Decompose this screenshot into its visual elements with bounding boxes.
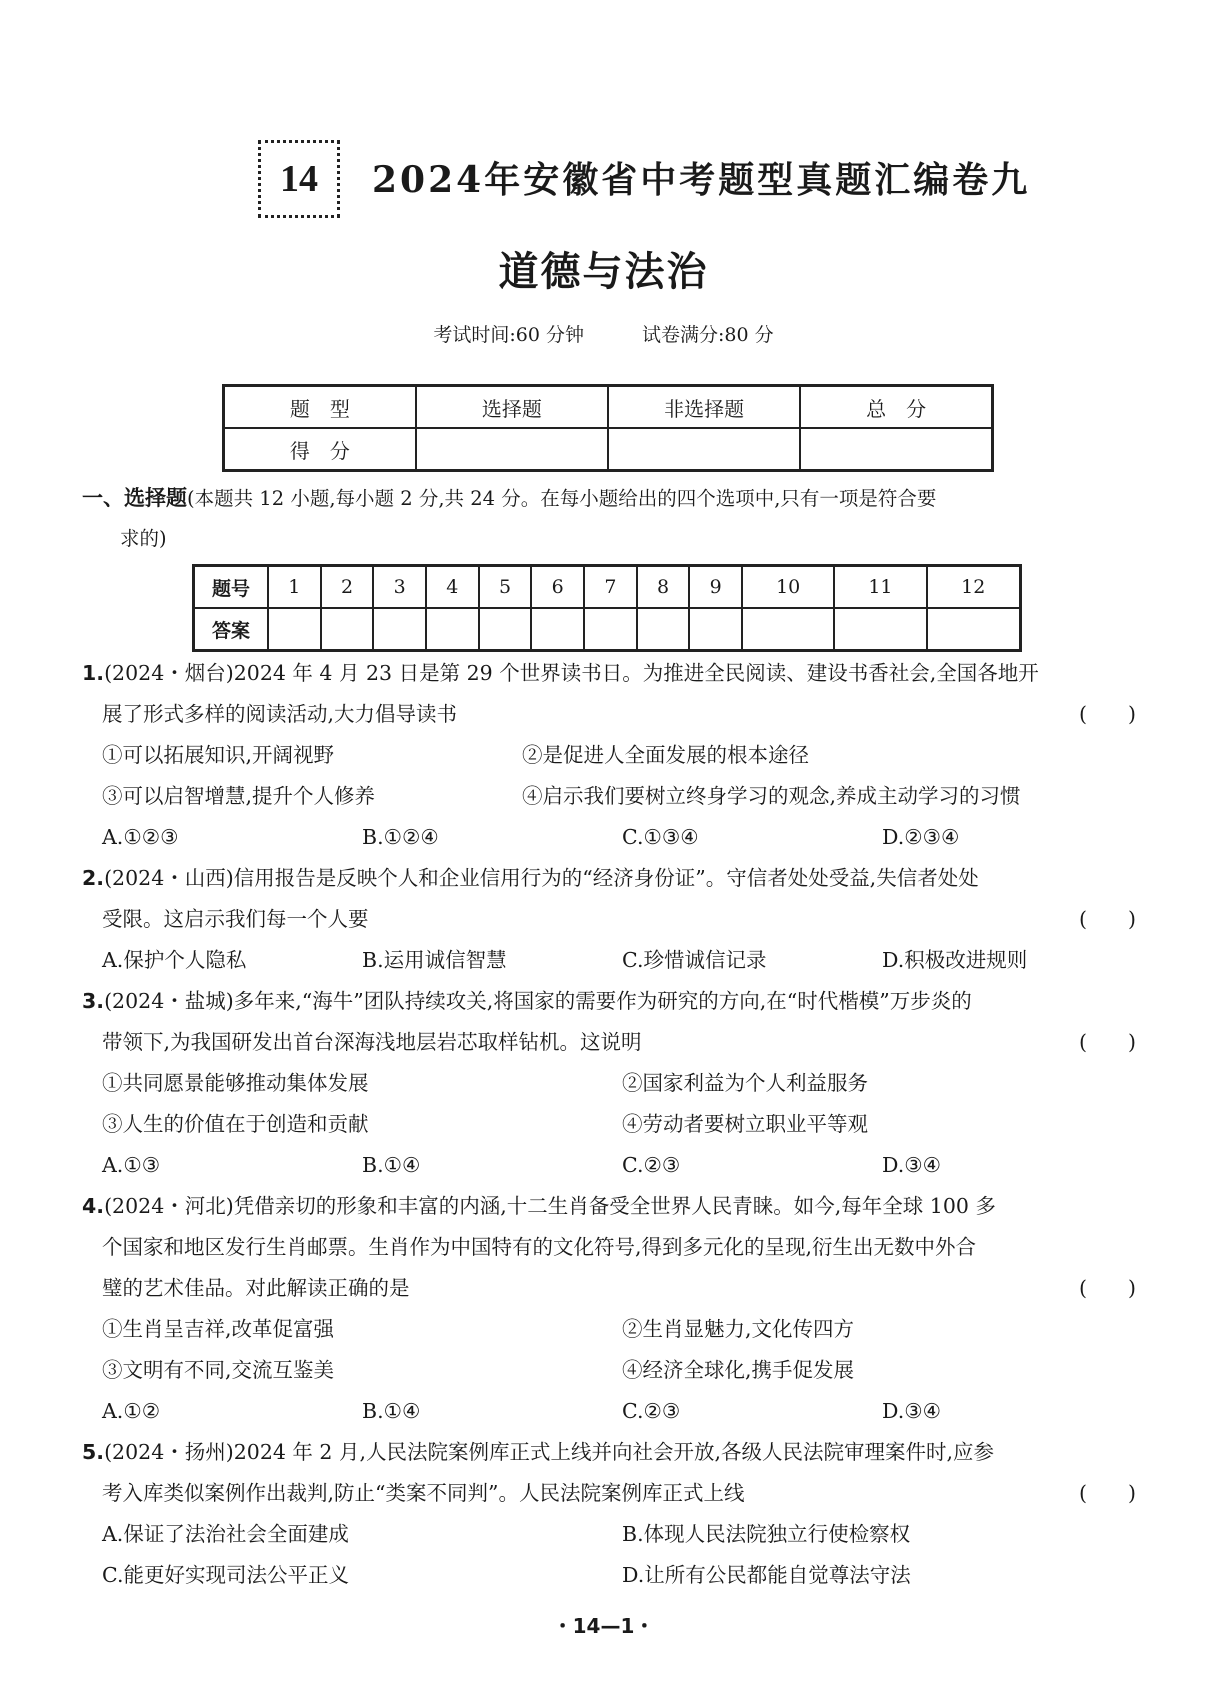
question-stem: 个国家和地区发行生肖邮票。生肖作为中国特有的文化符号,得到多元化的呈现,衍生出无数中外合 — [102, 1235, 977, 1259]
question-number-cell: 4 — [426, 566, 479, 609]
statement: ②生肖显魅力,文化传四方 — [622, 1317, 855, 1341]
option-a[interactable]: A.①③ — [102, 1153, 161, 1177]
statement: ③可以启智增慧,提升个人修养 — [102, 784, 376, 808]
answer-parenthesis[interactable]: ( ) — [1079, 907, 1136, 931]
question-2 — [82, 858, 1142, 981]
option-d[interactable]: D.积极改进规则 — [882, 948, 1028, 972]
answer-cell[interactable] — [637, 608, 690, 651]
score-table-header-row — [224, 386, 993, 429]
option-d[interactable]: D.让所有公民都能自觉尊法守法 — [622, 1563, 911, 1587]
option-a[interactable]: A.保护个人隐私 — [102, 948, 247, 972]
question-number-cell: 6 — [531, 566, 584, 609]
question-3 — [82, 981, 1142, 1186]
exam-time: 考试时间:60 分钟 — [433, 324, 584, 346]
score-cell[interactable] — [416, 428, 608, 471]
question-number-cell: 3 — [373, 566, 426, 609]
answer-label: 答案 — [194, 608, 269, 651]
question-number: 1. — [82, 661, 105, 685]
option-b[interactable]: B.①④ — [362, 1153, 421, 1177]
page-number: ・14—1・ — [552, 1614, 655, 1638]
section-instructions — [82, 478, 1142, 559]
option-c[interactable]: C.能更好实现司法公平正义 — [102, 1563, 349, 1587]
question-stem: 受限。这启示我们每一个人要 — [102, 907, 369, 931]
question-stem: (2024・盐城)多年来,“海牛”团队持续攻关,将国家的需要作为研究的方向,在“时代楷模”万步炎的 — [104, 989, 972, 1013]
score-table — [222, 384, 994, 472]
statement: ①生肖呈吉祥,改革促富强 — [102, 1317, 335, 1341]
question-stem: (2024・河北)凭借亲切的形象和丰富的内涵,十二生肖备受全世界人民青睐。如今,每年全球 100 多 — [104, 1194, 996, 1218]
question-stem: 璧的艺术佳品。对此解读正确的是 — [102, 1276, 410, 1300]
question-5 — [82, 1432, 1142, 1596]
statement: ①共同愿景能够推动集体发展 — [102, 1071, 369, 1095]
question-stem: 考入库类似案例作出裁判,防止“类案不同判”。人民法院案例库正式上线 — [102, 1481, 745, 1505]
option-a[interactable]: A.①② — [102, 1399, 161, 1423]
answer-cell[interactable] — [373, 608, 426, 651]
paper-title: 2024年安徽省中考题型真题汇编卷九 — [372, 159, 1031, 201]
question-number-cell: 9 — [689, 566, 742, 609]
option-d[interactable]: D.②③④ — [882, 825, 960, 849]
section-instruction-a: (本题共 12 小题,每小题 2 分,共 24 分。在每小题给出的四个选项中,只有一项是符合要 — [187, 487, 937, 510]
answer-cell[interactable] — [742, 608, 834, 651]
statement: ③人生的价值在于创造和贡献 — [102, 1112, 369, 1136]
score-header-cell: 总 分 — [800, 386, 992, 429]
answer-cell[interactable] — [927, 608, 1021, 651]
question-4 — [82, 1186, 1142, 1432]
score-header-cell: 非选择题 — [608, 386, 800, 429]
option-d[interactable]: D.③④ — [882, 1399, 941, 1423]
question-number: 4. — [82, 1194, 105, 1218]
section-heading: 一、选择题 — [82, 486, 187, 510]
option-c[interactable]: C.①③④ — [622, 825, 699, 849]
option-c[interactable]: C.②③ — [622, 1399, 681, 1423]
answer-parenthesis[interactable]: ( ) — [1079, 702, 1136, 726]
question-stem: 展了形式多样的阅读活动,大力倡导读书 — [102, 702, 458, 726]
question-number: 3. — [82, 989, 105, 1013]
answer-parenthesis[interactable]: ( ) — [1079, 1030, 1136, 1054]
question-stem: (2024・扬州)2024 年 2 月,人民法院案例库正式上线并向社会开放,各级人民法院审理案件时,应参 — [104, 1440, 995, 1464]
option-b[interactable]: B.运用诚信智慧 — [362, 948, 507, 972]
paper-header — [0, 134, 1207, 224]
answer-parenthesis[interactable]: ( ) — [1079, 1481, 1136, 1505]
answer-cell[interactable] — [689, 608, 742, 651]
answer-cell[interactable] — [426, 608, 479, 651]
statement: ④经济全球化,携手促发展 — [622, 1358, 855, 1382]
question-stem: (2024・烟台)2024 年 4 月 23 日是第 29 个世界读书日。为推进全民阅读、建设书香社会,全国各地开 — [104, 661, 1039, 685]
answer-cell[interactable] — [584, 608, 637, 651]
paper-number-box: 14 — [258, 140, 340, 218]
question-number-cell: 1 — [268, 566, 321, 609]
score-cell[interactable] — [608, 428, 800, 471]
statement: ④启示我们要树立终身学习的观念,养成主动学习的习惯 — [522, 784, 1021, 808]
answer-cell[interactable] — [531, 608, 584, 651]
option-c[interactable]: C.②③ — [622, 1153, 681, 1177]
score-table-value-row — [224, 428, 993, 471]
exam-meta — [0, 320, 1207, 347]
section-instruction-b: 求的) — [120, 527, 167, 550]
answer-cell[interactable] — [268, 608, 321, 651]
answer-value-row — [194, 608, 1021, 651]
option-a[interactable]: A.①②③ — [102, 825, 179, 849]
statement: ②国家利益为个人利益服务 — [622, 1071, 868, 1095]
option-c[interactable]: C.珍惜诚信记录 — [622, 948, 767, 972]
question-number: 5. — [82, 1440, 105, 1464]
question-number-cell: 11 — [834, 566, 926, 609]
answer-cell[interactable] — [321, 608, 374, 651]
statement: ①可以拓展知识,开阔视野 — [102, 743, 335, 767]
answer-number-label: 题号 — [194, 566, 269, 609]
answer-number-row — [194, 566, 1021, 609]
option-b[interactable]: B.①④ — [362, 1399, 421, 1423]
question-number: 2. — [82, 866, 105, 890]
subject-title: 道德与法治 — [498, 248, 709, 295]
question-stem: (2024・山西)信用报告是反映个人和企业信用行为的“经济身份证”。守信者处处受益,失信者处处 — [104, 866, 979, 890]
full-score: 试卷满分:80 分 — [642, 324, 774, 346]
question-number-cell: 2 — [321, 566, 374, 609]
question-1 — [82, 653, 1142, 858]
option-b[interactable]: B.①②④ — [362, 825, 439, 849]
answer-cell[interactable] — [479, 608, 532, 651]
score-header-cell: 选择题 — [416, 386, 608, 429]
question-number-cell: 7 — [584, 566, 637, 609]
answer-parenthesis[interactable]: ( ) — [1079, 1276, 1136, 1300]
statement: ④劳动者要树立职业平等观 — [622, 1112, 868, 1136]
option-d[interactable]: D.③④ — [882, 1153, 941, 1177]
question-number-cell: 8 — [637, 566, 690, 609]
question-number-cell: 5 — [479, 566, 532, 609]
option-b[interactable]: B.体现人民法院独立行使检察权 — [622, 1522, 911, 1546]
score-cell[interactable] — [800, 428, 992, 471]
question-number-cell: 12 — [927, 566, 1021, 609]
question-number-cell: 10 — [742, 566, 834, 609]
statement: ②是促进人全面发展的根本途径 — [522, 743, 809, 767]
answer-table — [192, 564, 1022, 652]
score-header-cell: 题 型 — [224, 386, 416, 429]
answer-cell[interactable] — [834, 608, 926, 651]
option-a[interactable]: A.保证了法治社会全面建成 — [102, 1522, 349, 1546]
question-stem: 带领下,为我国研发出首台深海浅地层岩芯取样钻机。这说明 — [102, 1030, 642, 1054]
score-row-label: 得 分 — [224, 428, 416, 471]
question-list — [82, 653, 1142, 1596]
statement: ③文明有不同,交流互鉴美 — [102, 1358, 335, 1382]
